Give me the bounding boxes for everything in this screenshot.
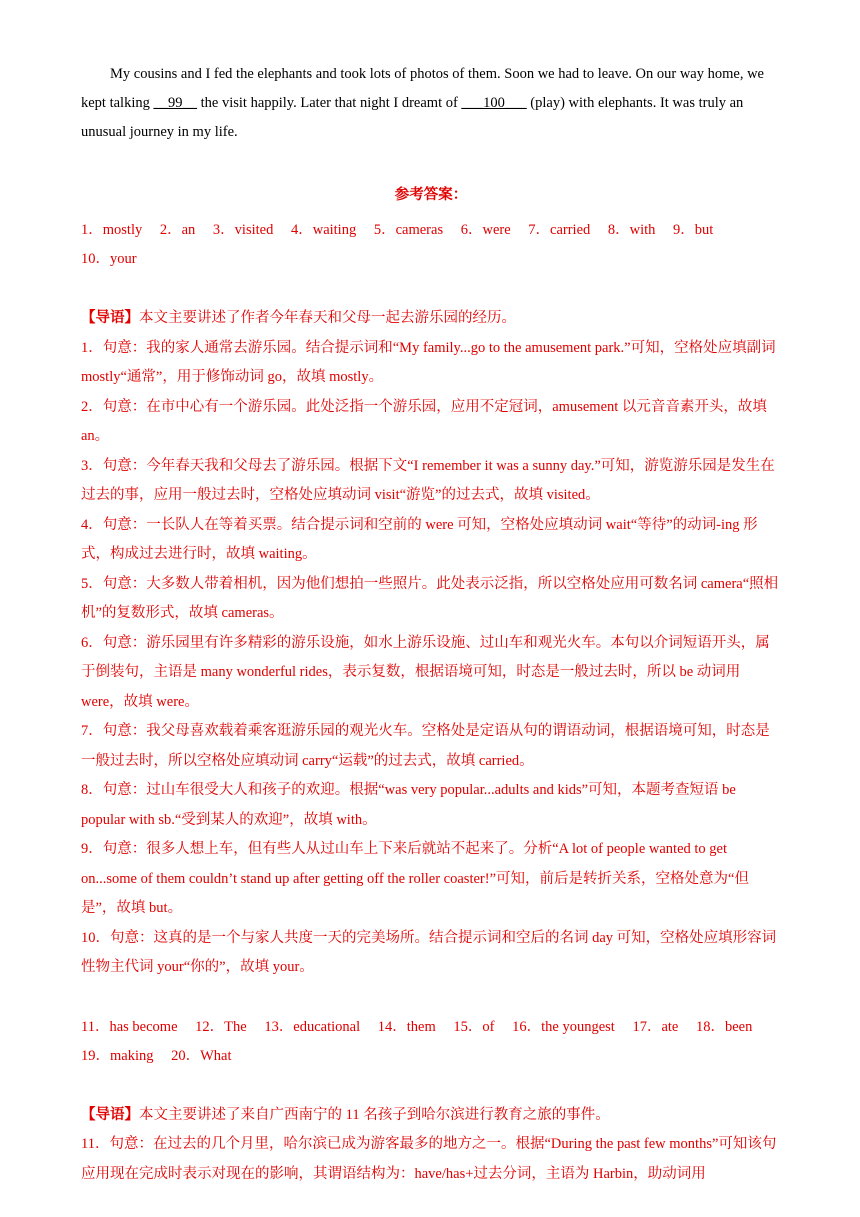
- explanation-item: 1．句意：我的家人通常去游乐园。结合提示词和“My family...go to the amusement park.”可知，空格处应填副词 mostly“通常”，用于修饰动词 go，故填 mostly。: [81, 339, 776, 385]
- answer-list-2: [81, 1013, 781, 1071]
- lead-text: 本文主要讲述了作者今年春天和父母一起去游乐园的经历。: [139, 310, 516, 326]
- answer-item: 14．them: [377, 1018, 436, 1035]
- explanation-item: 4．句意：一长队人在等着买票。结合提示词和空前的 were 可知，空格处应填动词 wait“等待”的动词-ing 形式，构成过去进行时，故填 waiting。: [81, 516, 758, 562]
- passage-text: My cousins and I fed the elephants and took lots of photos of them. Soon we had to leave. On our way home, we kept talking: [81, 66, 764, 111]
- answer-item: 7．carried: [528, 222, 591, 238]
- answer-heading: 参考答案：: [394, 187, 468, 203]
- explanation-item: 5．句意：大多数人带着相机，因为他们想拍一些照片。此处表示泛指，所以空格处应用可数名词 camera“照相机”的复数形式，故填 cameras。: [81, 575, 779, 621]
- answer-item: 18．been: [695, 1018, 753, 1035]
- passage-paragraph: [81, 60, 781, 147]
- answer-item: 5．cameras: [373, 222, 444, 238]
- explanation-item: 11．句意：在过去的几个月里，哈尔滨已成为游客最多的地方之一。根据“During the past few months”可知该句应用现在完成时表示对现在的影响，其谓语结构为：have/has+过去分词，主语为 Harbin，助动词用: [81, 1136, 777, 1182]
- blank-100: ___100___: [461, 95, 527, 111]
- answer-item: 9．but: [673, 222, 714, 238]
- answer-item: 6．were: [460, 222, 511, 238]
- explanation-item: 3．句意：今年春天我和父母去了游乐园。根据下文“I remember it was a sunny day.”可知，游览游乐园是发生在过去的事，应用一般过去时，空格处应填动词 visit“游览”的过去式，故填 visited。: [81, 457, 775, 503]
- explanation-item: 8．句意：过山车很受大人和孩子的欢迎。根据“was very popular...adults and kids”可知，本题考查短语 be popular with sb.“受到某人的欢迎”，故填 with。: [81, 782, 736, 828]
- passage-text: the visit happily. Later that night I dreamt of: [197, 95, 462, 111]
- document-page: [81, 60, 781, 1189]
- explanation-item: 6．句意：游乐园里有许多精彩的游乐设施，如水上游乐设施、过山车和观光火车。本句以介词短语开头，属于倒装句，主语是 many wonderful rides，表示复数，根据语境可知，时态是一般过去时，所以 be 动词用 were，故填 were。: [81, 634, 770, 710]
- explanation-item: 7．句意：我父母喜欢载着乘客逛游乐园的观光火车。空格处是定语从句的谓语动词，根据语境可知，时态是一般过去时，所以空格处应填动词 carry“运载”的过去式，故填 carried。: [81, 723, 770, 769]
- lead-paragraph-1: [81, 304, 781, 334]
- answer-item: 10．your: [81, 251, 137, 267]
- answer-item: 15．of: [453, 1018, 495, 1035]
- answer-item: 13．educational: [264, 1018, 361, 1035]
- lead-text: 本文主要讲述了来自广西南宁的 11 名孩子到哈尔滨进行教育之旅的事件。: [139, 1106, 610, 1123]
- answer-item: 16．the youngest: [512, 1018, 615, 1035]
- answer-item: 11．has become: [81, 1018, 178, 1035]
- answer-list-1: [81, 216, 781, 274]
- answer-item: 4．waiting: [290, 222, 357, 238]
- explanation-item: 9．句意：很多人想上车，但有些人从过山车上下来后就站不起来了。分析“A lot of people wanted to get on...some of them couldn’t stand up after getting off the roller coaster!”可知，前后是转折关系，空格处意为“但是”，故填 but。: [81, 841, 749, 916]
- passage-text: (play) with elephants. It was truly an unusual journey in my life.: [81, 95, 744, 140]
- answer-item: 8．with: [607, 222, 656, 238]
- explanation-item: 2．句意：在市中心有一个游乐园。此处泛指一个游乐园，应用不定冠词，amusement 以元音音素开头，故填 an。: [81, 398, 767, 444]
- answer-item: 3．visited: [212, 222, 274, 238]
- answer-item: 17．ate: [632, 1018, 679, 1035]
- answer-item: 1．mostly: [81, 222, 143, 238]
- answer-item: 2．an: [159, 222, 196, 238]
- lead-paragraph-2: [81, 1101, 781, 1131]
- lead-tag: 【导语】: [81, 1106, 139, 1123]
- answer-item: 12．The: [195, 1018, 247, 1035]
- explanation-item: 10．句意：这真的是一个与家人共度一天的完美场所。结合提示词和空后的名词 day 可知，空格处应填形容词性物主代词 your“你的”，故填 your。: [81, 929, 777, 975]
- answer-item: 19．making: [81, 1047, 154, 1064]
- answer-item: 20．What: [171, 1047, 232, 1064]
- blank-99: __99__: [153, 95, 197, 111]
- lead-tag: 【导语】: [81, 310, 139, 326]
